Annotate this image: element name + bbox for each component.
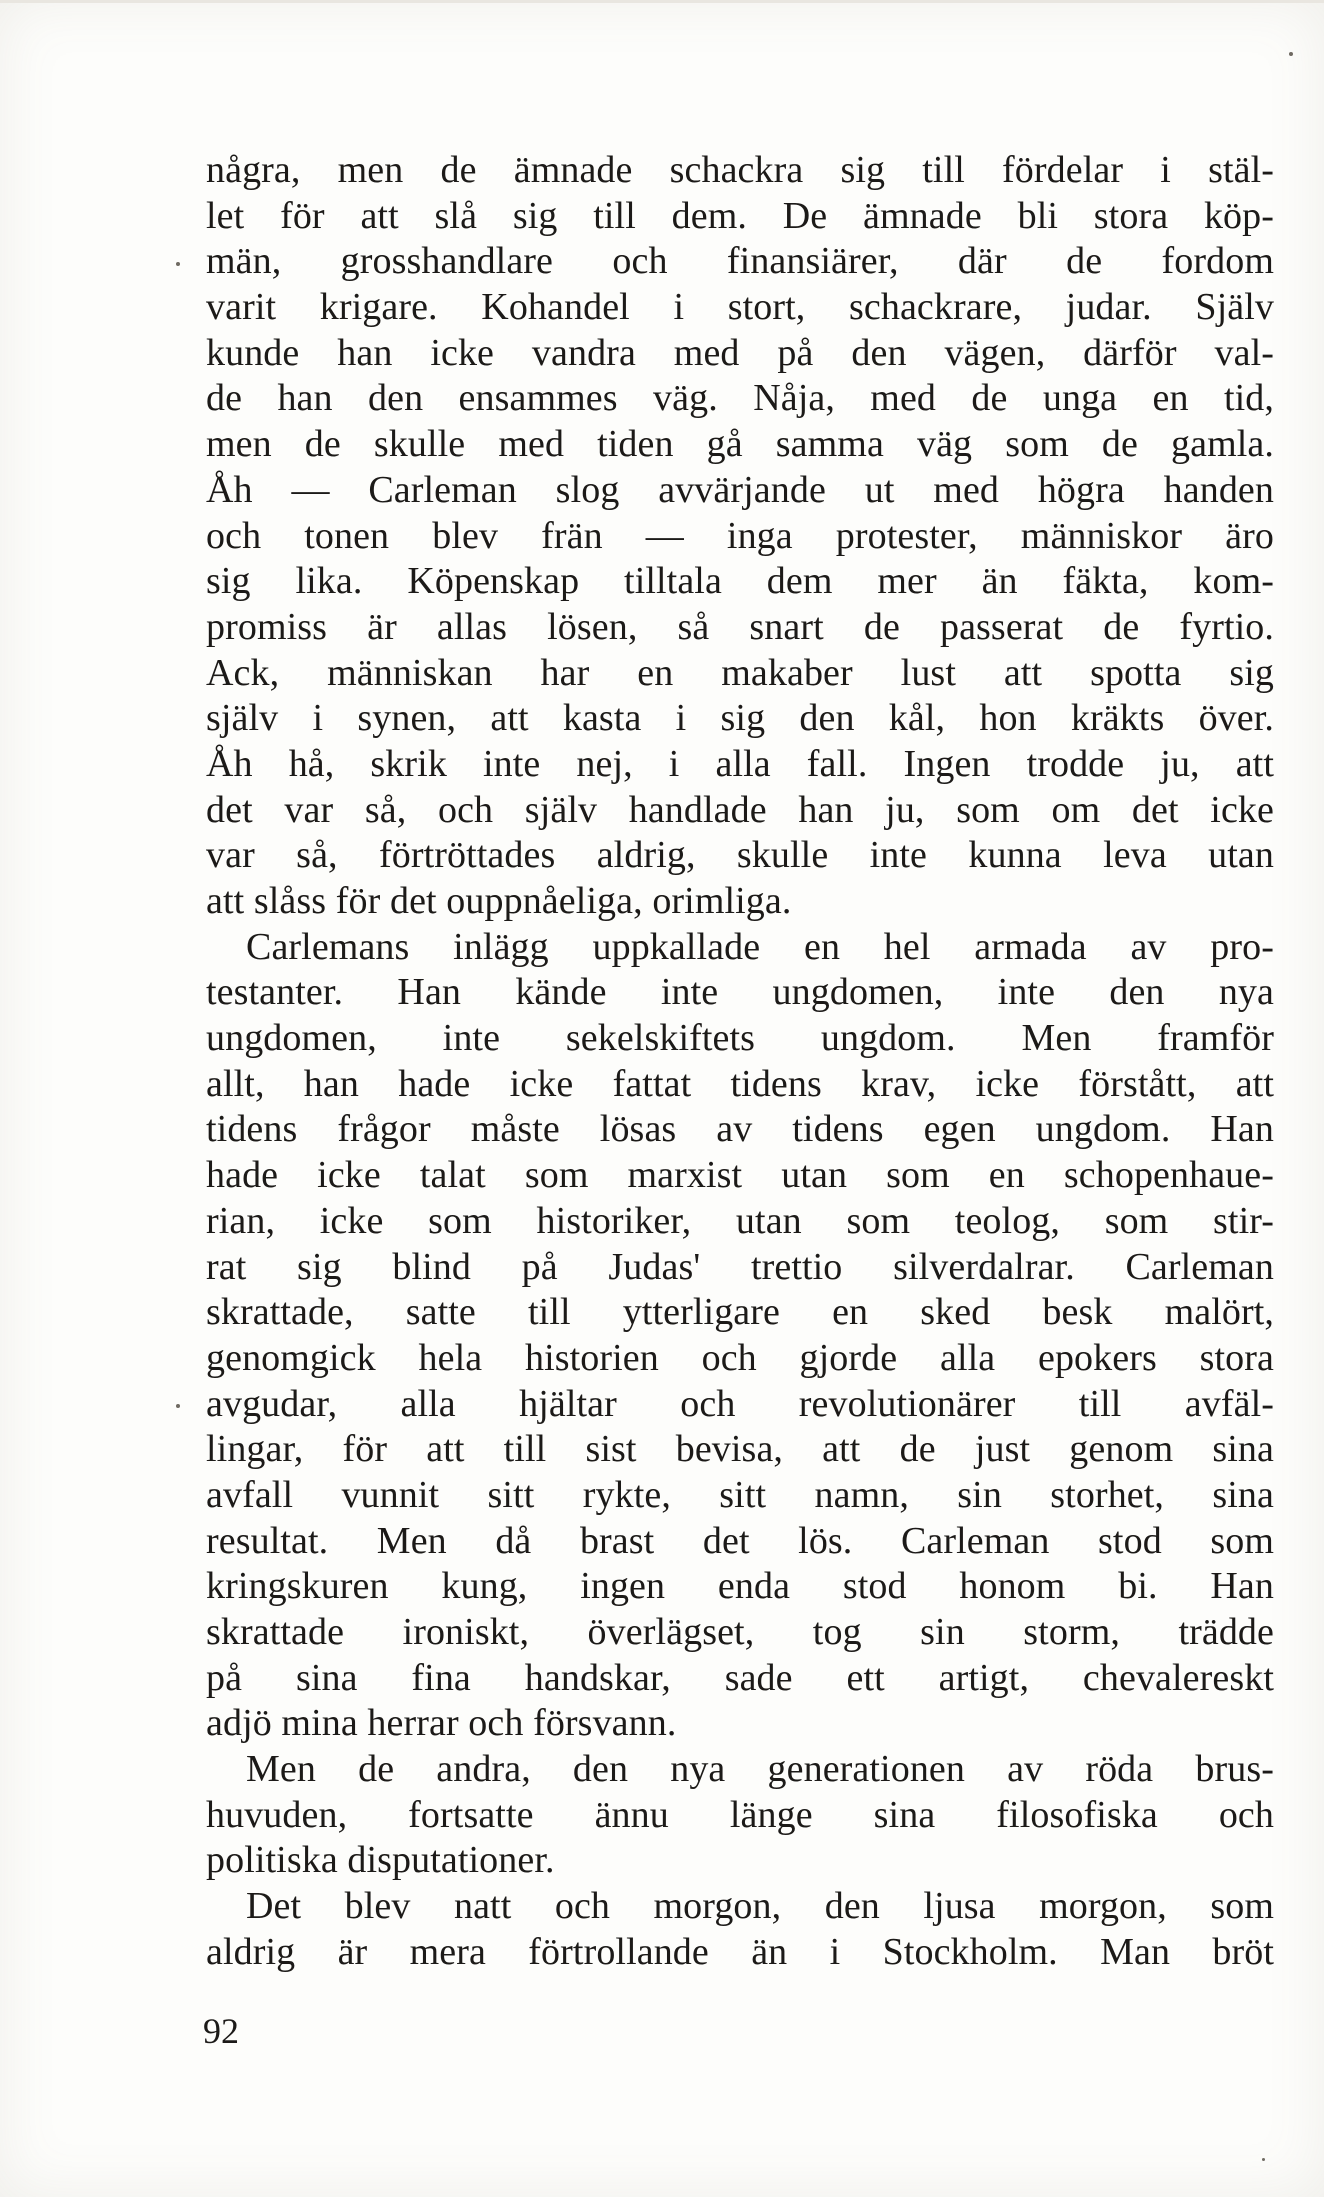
text-line: kringskuren kung, ingen enda stod honom bi. Han (206, 1565, 1274, 1608)
page-number: 92 (203, 2011, 239, 2051)
text-line: ungdomen, inte sekelskiftets ungdom. Men framför (206, 1017, 1274, 1060)
text-line: sig lika. Köpenskap tilltala dem mer än fäkta, kom- (206, 560, 1274, 603)
text-line: Åh hå, skrik inte nej, i alla fall. Ingen trodde ju, att (206, 742, 1274, 785)
paragraph-end-line: att slåss för det ouppnåeliga, orimliga. (206, 880, 792, 922)
text-line: men de skulle med tiden gå samma väg som de gamla. (206, 423, 1274, 466)
paragraph-start-line: Det blev natt och morgon, den ljusa morgon, som (246, 1885, 1274, 1928)
text-line: var så, förtröttades aldrig, skulle inte kunna leva utan (206, 834, 1274, 877)
text-line: tidens frågor måste lösas av tidens egen ungdom. Han (206, 1108, 1274, 1151)
text-line: let för att slå sig till dem. De ämnade bli stora köp- (206, 194, 1274, 237)
page-edge (0, 0, 1324, 3)
paragraph-start-line: Carlemans inlägg uppkallade en hel armada av pro- (246, 925, 1274, 968)
text-line: lingar, för att till sist bevisa, att de just genom sina (206, 1428, 1274, 1471)
text-line: hade icke talat som marxist utan som en schopenhaue- (206, 1154, 1274, 1197)
text-line: kunde han icke vandra med på den vägen, därför val- (206, 331, 1274, 374)
text-line: skrattade ironiskt, överlägset, tog sin storm, trädde (206, 1611, 1274, 1653)
text-line: de han den ensammes väg. Nåja, med de unga en tid, (206, 377, 1274, 420)
text-line: det var så, och själv handlade han ju, som om det icke (206, 788, 1274, 831)
text-line: rian, icke som historiker, utan som teolog, som stir- (206, 1199, 1274, 1242)
text-line: rat sig blind på Judas' trettio silverdalrar. Carleman (206, 1245, 1274, 1288)
paragraph-start-line: Men de andra, den nya generationen av röda brus- (246, 1748, 1274, 1791)
paragraph-end-line: politiska disputationer. (206, 1839, 555, 1882)
text-line: män, grosshandlare och finansiärer, där de fordom (206, 240, 1274, 283)
print-speck (176, 262, 180, 266)
text-line: skrattade, satte till ytterligare en sked besk malört, (206, 1291, 1274, 1334)
text-line: avfall vunnit sitt rykte, sitt namn, sin storhet, sina (206, 1473, 1274, 1516)
text-line: Åh — Carleman slog avvärjande ut med högra handen (206, 468, 1274, 511)
text-line: promiss är allas lösen, så snart de passerat de fyrtio. (206, 605, 1274, 648)
text-line: några, men de ämnade schackra sig till fördelar i stäl- (206, 149, 1274, 191)
text-line: på sina fina handskar, sade ett artigt, chevalereskt (206, 1656, 1274, 1699)
print-speck (176, 1404, 180, 1408)
paragraph-end-line: adjö mina herrar och försvann. (206, 1702, 677, 1745)
body-text (206, 148, 1274, 1976)
text-line: och tonen blev frän — inga protester, människor äro (206, 514, 1274, 557)
text-line: Ack, människan har en makaber lust att spotta sig (206, 651, 1274, 694)
print-speck (1289, 52, 1293, 56)
text-line: varit krigare. Kohandel i stort, schackrare, judar. Själv (206, 286, 1274, 329)
print-speck (1262, 2158, 1265, 2161)
text-line: resultat. Men då brast det lös. Carleman stod som (206, 1519, 1274, 1562)
text-line: testanter. Han kände inte ungdomen, inte den nya (206, 971, 1274, 1014)
text-line: genomgick hela historien och gjorde alla epokers stora (206, 1336, 1274, 1379)
text-line: allt, han hade icke fattat tidens krav, icke förstått, att (206, 1062, 1274, 1105)
text-line: huvuden, fortsatte ännu länge sina filosofiska och (206, 1793, 1274, 1836)
text-line: avgudar, alla hjältar och revolutionärer till avfäl- (206, 1382, 1274, 1425)
text-line: aldrig är mera förtrollande än i Stockholm. Man bröt (206, 1930, 1274, 1973)
text-line: själv i synen, att kasta i sig den kål, hon kräkts över. (206, 697, 1274, 740)
